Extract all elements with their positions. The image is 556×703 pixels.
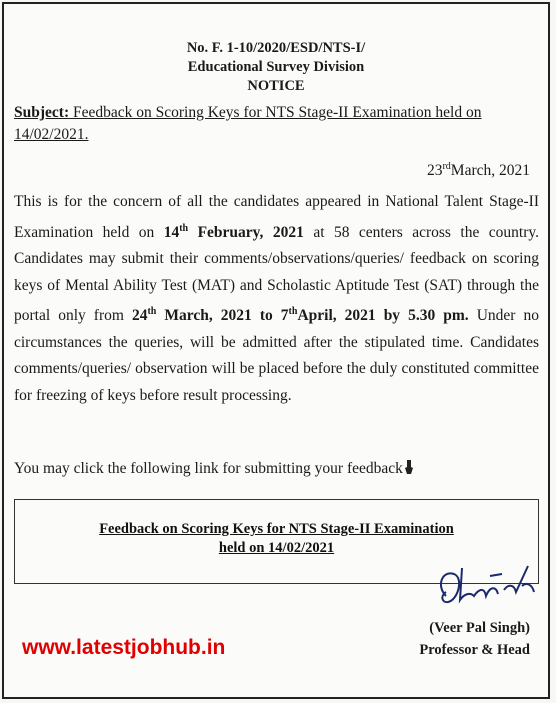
signatory-name: (Veer Pal Singh) bbox=[429, 620, 530, 636]
subject-text: Feedback on Scoring Keys for NTS Stage-II Examination held on 14/02/2021. bbox=[14, 104, 482, 143]
signatory-designation: Professor & Head bbox=[419, 642, 530, 658]
watermark-url: www.latestjobhub.in bbox=[22, 636, 226, 659]
click-instruction: You may click the following link for submitting your feedback bbox=[14, 460, 414, 478]
hand-pointer-icon bbox=[405, 460, 414, 474]
signature-image bbox=[432, 556, 542, 626]
feedback-link[interactable]: Feedback on Scoring Keys for NTS Stage-II Examination held on 14/02/2021 bbox=[99, 521, 454, 556]
notice-document bbox=[2, 2, 550, 699]
subject-line bbox=[14, 102, 539, 146]
subject-label: Subject: bbox=[14, 104, 70, 121]
notice-title: NOTICE bbox=[247, 78, 305, 94]
reference-number: No. F. 1-10/2020/ESD/NTS-I/ bbox=[186, 40, 366, 56]
notice-body: This is for the concern of all the candidates appeared in National Talent Stage-II Examination held on 14th February, 2021 at 58 centers across the country. Candidates may submit their comments/observations/queries/ feedback on scoring keys of Mental Ability Test (MAT) and Scholastic Aptitude Test (SAT) through the portal only from 24th March, 2021 to 7thApril, 2021 by 5.30 pm. Under no circumstances the queries, will be admitted after the stipulated time. Candidates comments/queries/ observation will be placed before the duly constituted committee for freezing of keys before result processing. bbox=[14, 193, 540, 404]
notice-date: 23rdMarch, 2021 bbox=[426, 161, 530, 180]
division-name: Educational Survey Division bbox=[187, 59, 365, 75]
